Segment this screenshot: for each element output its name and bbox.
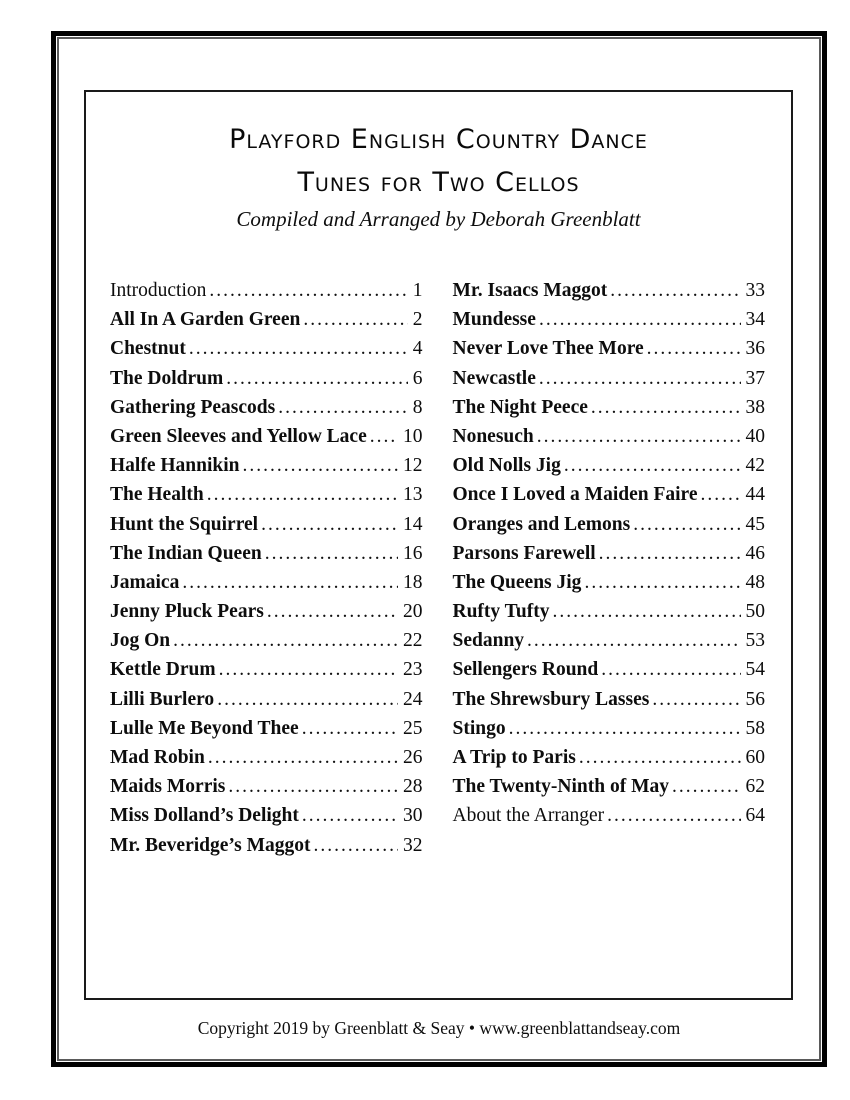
toc-leader-dots: [173, 626, 398, 655]
toc-entry: [110, 685, 423, 714]
toc-page-number: 46: [745, 542, 765, 564]
toc-column-right: [453, 276, 766, 860]
toc-entry: [453, 685, 766, 714]
toc-entry: [110, 364, 423, 393]
toc-page-number: 16: [403, 542, 423, 564]
toc-leader-dots: [509, 714, 741, 743]
toc-page-number: 50: [745, 601, 765, 623]
toc-entry-title: Rufty Tufty: [452, 601, 550, 623]
table-of-contents: [110, 276, 765, 860]
toc-leader-dots: [219, 655, 398, 684]
toc-entry: [110, 539, 423, 568]
toc-entry: [110, 655, 423, 684]
toc-page-number: 34: [745, 309, 765, 331]
toc-leader-dots: [539, 364, 741, 393]
toc-entry-title: Nonesuch: [452, 425, 534, 447]
toc-entry: [110, 422, 423, 451]
toc-page-number: 26: [403, 747, 423, 768]
toc-entry-title: Old Nolls Jig: [452, 455, 561, 477]
toc-entry-title: Mad Robin: [110, 747, 205, 768]
toc-page-number: 18: [403, 571, 423, 593]
toc-page-number: 12: [403, 455, 423, 477]
toc-entry: [110, 714, 423, 743]
toc-page-number: 62: [745, 776, 765, 798]
toc-leader-dots: [610, 276, 740, 305]
toc-entry: [453, 772, 766, 801]
toc-page-number: 40: [745, 425, 765, 447]
toc-leader-dots: [537, 422, 741, 451]
toc-entry: [453, 568, 766, 597]
toc-entry-title: Sellengers Round: [452, 659, 599, 681]
toc-page-number: 44: [745, 484, 765, 506]
toc-page-number: 23: [403, 659, 423, 681]
toc-entry: [110, 305, 423, 334]
toc-page-number: 24: [403, 688, 423, 710]
toc-entry-title: Jenny Pluck Pears: [110, 601, 264, 623]
toc-entry-title: The Health: [110, 484, 204, 506]
toc-leader-dots: [701, 480, 741, 509]
toc-entry: [110, 743, 423, 772]
toc-entry-title: Mr. Isaacs Maggot: [452, 280, 608, 301]
toc-leader-dots: [207, 480, 398, 509]
toc-entry-title: Lulle Me Beyond Thee: [110, 717, 299, 739]
toc-entry: [453, 539, 766, 568]
toc-entry: [453, 626, 766, 655]
toc-entry-title: A Trip to Paris: [452, 747, 576, 768]
toc-entry: [453, 743, 766, 772]
toc-leader-dots: [265, 539, 398, 568]
toc-entry-title: Once I Loved a Maiden Faire: [452, 484, 698, 506]
toc-leader-dots: [579, 743, 741, 772]
toc-page-number: 2: [412, 309, 423, 331]
toc-leader-dots: [633, 510, 740, 539]
toc-entry-title: Mr. Beveridge’s Maggot: [110, 834, 311, 856]
toc-entry-title: The Night Peece: [452, 396, 588, 418]
content-frame: [84, 90, 793, 1000]
toc-entry-title: Hunt the Squirrel: [110, 513, 259, 535]
toc-entry-title: Green Sleeves and Yellow Lace: [110, 425, 367, 447]
toc-entry-title: Never Love Thee More: [452, 338, 644, 360]
toc-entry: [110, 626, 423, 655]
toc-entry-title: The Queens Jig: [452, 571, 582, 593]
toc-leader-dots: [208, 743, 398, 772]
toc-entry-title: Chestnut: [110, 338, 186, 360]
toc-leader-dots: [209, 276, 407, 305]
toc-leader-dots: [607, 801, 740, 830]
toc-entry-title: Oranges and Lemons: [452, 513, 631, 535]
toc-leader-dots: [601, 655, 740, 684]
toc-leader-dots: [189, 334, 408, 363]
toc-leader-dots: [314, 831, 398, 860]
toc-leader-dots: [243, 451, 399, 480]
toc-entry-title: Miss Dolland’s Delight: [110, 805, 299, 827]
toc-entry-title: Jog On: [110, 630, 171, 652]
toc-page-number: 6: [412, 367, 423, 389]
toc-entry: [110, 568, 423, 597]
toc-leader-dots: [370, 422, 398, 451]
toc-leader-dots: [278, 393, 408, 422]
toc-entry-title: Maids Morris: [110, 776, 226, 798]
toc-page-number: 1: [412, 280, 423, 301]
title-block: [86, 118, 791, 234]
toc-leader-dots: [226, 364, 408, 393]
toc-page-number: 10: [403, 425, 423, 447]
toc-entry: [453, 714, 766, 743]
toc-leader-dots: [539, 305, 741, 334]
toc-entry-title: Kettle Drum: [110, 659, 216, 681]
toc-page-number: 36: [745, 338, 765, 360]
toc-entry: [453, 801, 766, 830]
toc-leader-dots: [527, 626, 740, 655]
toc-entry: [110, 334, 423, 363]
toc-entry-title: Lilli Burlero: [110, 688, 215, 710]
toc-entry: [110, 772, 423, 801]
toc-entry: [453, 451, 766, 480]
toc-page-number: 37: [745, 367, 765, 389]
toc-page-number: 64: [745, 805, 765, 827]
toc-entry-title: Sedanny: [452, 630, 525, 652]
toc-page-number: 25: [403, 717, 423, 739]
toc-entry: [453, 305, 766, 334]
book-title-line1: Playford English Country Dance: [229, 124, 648, 155]
toc-leader-dots: [599, 539, 741, 568]
toc-leader-dots: [267, 597, 398, 626]
toc-leader-dots: [303, 305, 407, 334]
toc-page-number: 28: [403, 776, 423, 798]
toc-page-number: 13: [403, 484, 423, 506]
toc-entry: [453, 510, 766, 539]
toc-entry-title: Parsons Farewell: [452, 542, 596, 564]
toc-entry: [453, 597, 766, 626]
toc-entry: [110, 831, 423, 860]
toc-entry-title: Introduction: [110, 280, 207, 301]
toc-page-number: 14: [403, 513, 423, 535]
toc-leader-dots: [261, 510, 398, 539]
toc-entry-title: About the Arranger: [452, 805, 605, 827]
toc-page-number: 20: [403, 601, 423, 623]
toc-leader-dots: [584, 568, 740, 597]
toc-entry: [110, 597, 423, 626]
toc-leader-dots: [182, 568, 398, 597]
toc-page-number: 56: [745, 688, 765, 710]
toc-entry: [110, 801, 423, 830]
toc-entry: [453, 364, 766, 393]
footer-copyright: Copyright 2019 by Greenblatt & Seay • www.greenblattandseay.com: [197, 1018, 681, 1038]
byline: Compiled and Arranged by Deborah Greenblatt: [236, 207, 641, 231]
toc-entry: [453, 655, 766, 684]
toc-entry: [453, 276, 766, 305]
toc-entry: [110, 510, 423, 539]
toc-entry-title: Jamaica: [110, 571, 180, 593]
toc-entry-title: The Indian Queen: [110, 542, 262, 564]
toc-leader-dots: [228, 772, 398, 801]
toc-leader-dots: [591, 393, 741, 422]
toc-page-number: 22: [403, 630, 423, 652]
toc-page-number: 8: [412, 396, 423, 418]
toc-entry: [110, 393, 423, 422]
toc-leader-dots: [652, 685, 740, 714]
toc-leader-dots: [647, 334, 741, 363]
toc-column-left: [110, 276, 423, 860]
toc-entry: [453, 334, 766, 363]
toc-leader-dots: [672, 772, 741, 801]
toc-entry-title: The Twenty-Ninth of May: [452, 776, 669, 798]
toc-page-number: 53: [745, 630, 765, 652]
toc-leader-dots: [553, 597, 741, 626]
toc-page-number: 4: [412, 338, 423, 360]
toc-page-number: 30: [403, 805, 423, 827]
toc-page-number: 54: [745, 659, 765, 681]
toc-leader-dots: [564, 451, 741, 480]
toc-entry-title: All In A Garden Green: [110, 309, 301, 331]
toc-leader-dots: [217, 685, 398, 714]
book-title-line2: Tunes for Two Cellos: [297, 167, 580, 198]
toc-leader-dots: [302, 801, 398, 830]
toc-page-number: 42: [745, 455, 765, 477]
toc-entry-title: Newcastle: [452, 367, 536, 389]
toc-page-number: 38: [745, 396, 765, 418]
toc-entry-title: Gathering Peascods: [110, 396, 276, 418]
toc-entry-title: Halfe Hannikin: [110, 455, 240, 477]
toc-entry-title: Mundesse: [452, 309, 536, 331]
toc-entry: [110, 451, 423, 480]
toc-entry-title: The Shrewsbury Lasses: [452, 688, 650, 710]
toc-entry: [453, 422, 766, 451]
toc-page-number: 32: [403, 834, 423, 856]
toc-page-number: 58: [745, 717, 765, 739]
toc-entry: [453, 393, 766, 422]
toc-page-number: 33: [745, 280, 765, 301]
toc-page-number: 48: [745, 571, 765, 593]
toc-entry-title: The Doldrum: [110, 367, 224, 389]
toc-page-number: 60: [745, 747, 765, 768]
toc-entry-title: Stingo: [452, 717, 506, 739]
toc-entry: [453, 480, 766, 509]
toc-entry: [110, 480, 423, 509]
toc-page-number: 45: [745, 513, 765, 535]
toc-entry: [110, 276, 423, 305]
toc-leader-dots: [302, 714, 398, 743]
